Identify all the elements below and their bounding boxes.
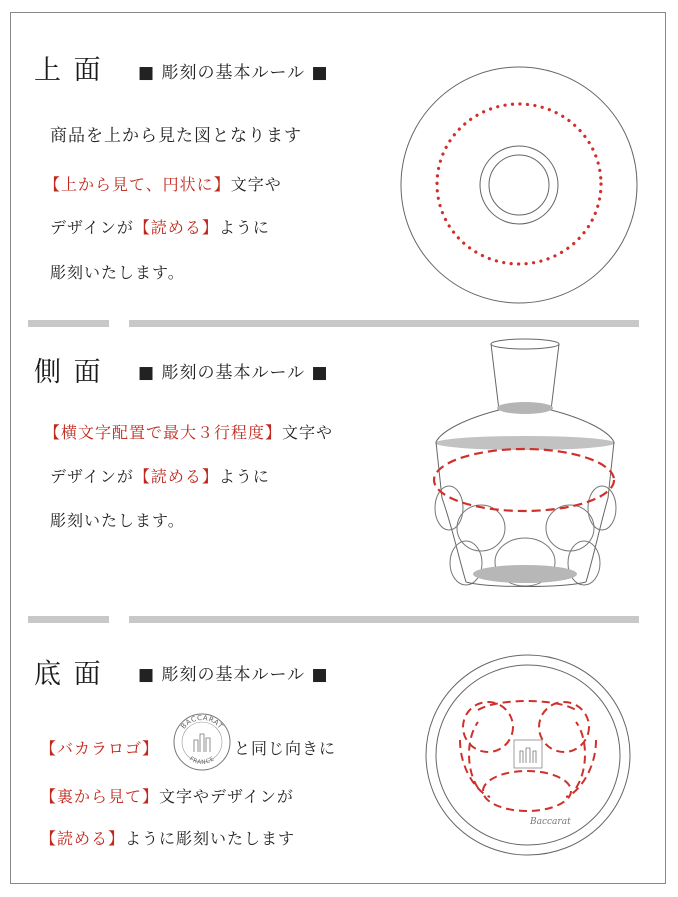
separator-right (129, 616, 639, 623)
section-bottom-title: 底 面 (34, 659, 103, 690)
section-top-rule-heading: ■ 彫刻の基本ルール ■ (138, 63, 329, 83)
section-bottom-line-2 (40, 784, 294, 807)
decanter-dot (450, 541, 482, 585)
section-bottom-line-1-tail: と同じ向きに (234, 739, 337, 758)
top-view-engraving-zone (437, 104, 601, 264)
section-top-line-1-tail: 文字や (230, 175, 282, 194)
section-bottom-line-1-emphasis: 【バカラロゴ】 (40, 739, 160, 758)
section-top-line-1-emphasis: 【上から見て、円状に】 (44, 175, 231, 194)
separator-left (28, 320, 109, 327)
bottom-view-engraving-circle (539, 702, 589, 752)
section-bottom-line-3 (40, 826, 295, 849)
decanter-neck (491, 344, 559, 410)
section-bottom-rule-heading: ■ 彫刻の基本ルール ■ (138, 665, 329, 685)
section-side-line-3: 彫刻いたします。 (50, 511, 185, 530)
svg-text:FRANCE (188, 755, 216, 766)
section-top-line-2-head: デザインが (50, 218, 134, 237)
separator-left (28, 616, 109, 623)
logo-bottom-text: FRANCE (188, 755, 216, 767)
bottom-view-signature: Baccarat (530, 817, 571, 827)
section-side-line-1-tail: 文字や (282, 423, 334, 442)
section-bottom-line-3-tail: ように彫刻いたします (125, 829, 296, 848)
section-side-line-2-head: デザインが (50, 467, 134, 486)
logo-top-text: BACCARAT (179, 713, 225, 731)
top-view-neck-inner (489, 155, 549, 215)
section-side-line-2-emphasis: 【読める】 (133, 467, 219, 486)
section-top-title: 上 面 (34, 55, 103, 86)
decanter-shoulder-band (435, 436, 615, 450)
section-side-line-1-emphasis: 【横文字配置で最大３行程度】 (44, 423, 283, 442)
section-top-line-1 (44, 172, 282, 195)
decanter-dot (546, 505, 594, 551)
section-bottom-line-1-emphasis-wrap (40, 736, 159, 759)
section-side-line-2 (50, 464, 270, 487)
section-side-line-1 (44, 420, 333, 443)
section-bottom-line-2-tail: 文字やデザインが (159, 787, 294, 806)
section-top-line-3: 彫刻いたします。 (50, 263, 185, 282)
separator-right (129, 320, 639, 327)
section-top-line-2-emphasis: 【読める】 (133, 218, 219, 237)
side-view-engraving-zone (434, 449, 614, 511)
decanter-base-shadow (473, 565, 577, 583)
section-side-title: 側 面 (34, 357, 103, 388)
section-side-rule-heading: ■ 彫刻の基本ルール ■ (138, 363, 329, 383)
top-view-neck-outer (480, 146, 558, 224)
bottom-view-engraving-circle (483, 771, 571, 811)
section-side-line-2-tail: ように (218, 467, 270, 486)
bottom-view-illustration (420, 652, 640, 857)
decanter-dot (588, 486, 616, 530)
decanter-dot (435, 486, 463, 530)
section-bottom-line-2-emphasis: 【裏から見て】 (40, 787, 160, 806)
side-view-illustration (428, 330, 643, 595)
section-bottom-line-3-emphasis: 【読める】 (40, 829, 126, 848)
section-top-intro: 商品を上から見た図となります (50, 126, 302, 146)
decanter-dot (457, 505, 505, 551)
bottom-view-center-logo (514, 740, 542, 768)
decanter-dot (568, 541, 600, 585)
decanter-mouth (491, 339, 559, 349)
section-top-line-2-tail: ように (218, 218, 270, 237)
section-top-line-2 (50, 215, 270, 238)
baccarat-logo (172, 712, 232, 772)
top-view-illustration (400, 80, 640, 315)
decanter-neck-base (497, 402, 553, 414)
